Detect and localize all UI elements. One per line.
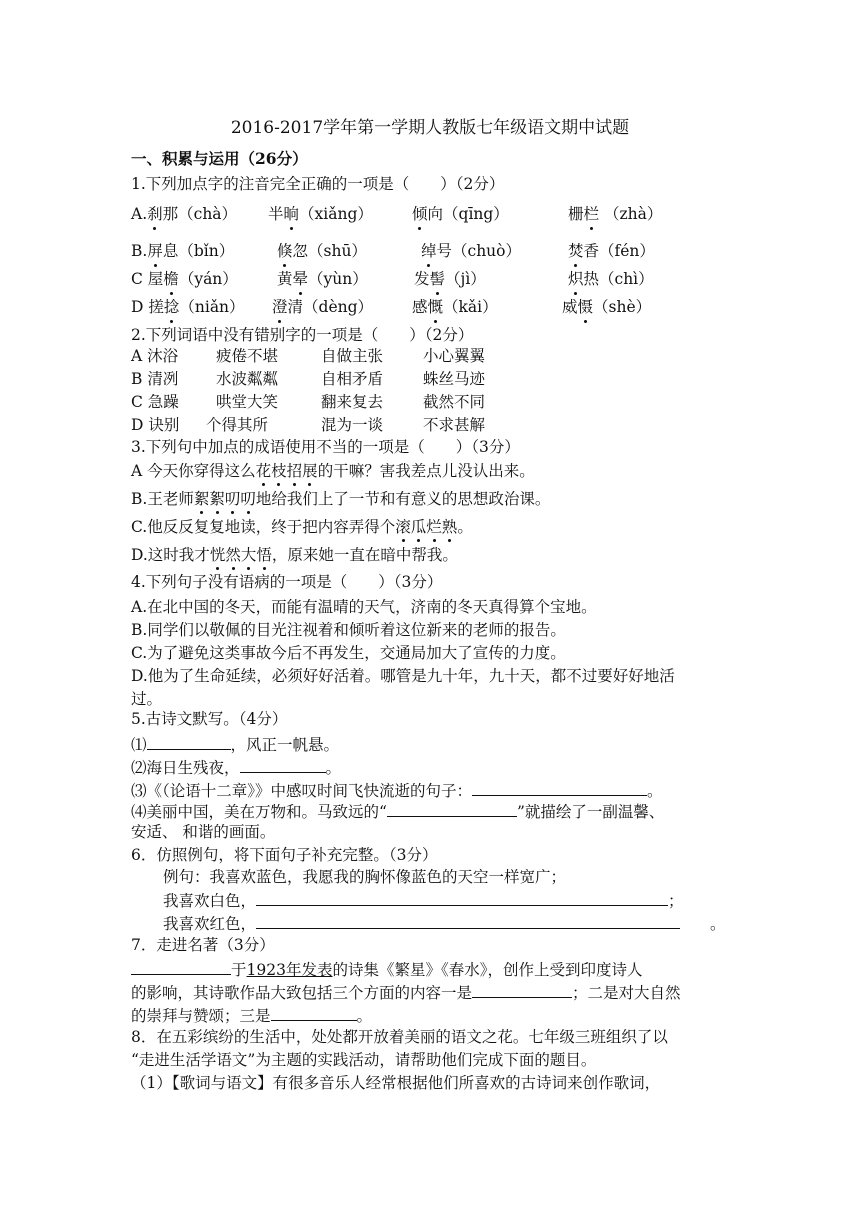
answer-blank[interactable] [131, 958, 231, 975]
q2-option-row [131, 414, 751, 436]
q1-a-4: 栅栏 （zhà） [568, 205, 663, 223]
q1-d-4: 威慑（shè） [562, 298, 652, 316]
page-title: 2016-2017学年第一学期人教版七年级语文期中试题 [230, 118, 630, 138]
question-4-stem: 4.下列句子没有语病的一项是（ ）（3分） [131, 573, 443, 591]
q1-d-3: 感慨（kǎi） [412, 298, 498, 316]
dotted-idiom: 滚瓜烂熟 [395, 518, 458, 536]
q5-item-4-cont: 安适、 和谐的画面。 [131, 823, 276, 841]
q1-b-3: 绰号（chuò） [421, 242, 521, 260]
question-6-stem: 6．仿照例句，将下面句子补充完整。（3分） [131, 846, 438, 864]
q2-cell: 不求甚解 [423, 416, 486, 434]
q1-a-2: 半晌（xiǎng） [268, 205, 373, 223]
answer-blank[interactable] [472, 779, 647, 796]
q5-item-4: ⑷美丽中国，美在万物和。马致远的“ ”就描绘了一副温馨、 [131, 800, 664, 822]
q4-option-d: D.他为了生命延续，必须好好活着。哪管是九十年，九十天，都不过要好好地活 [131, 667, 675, 685]
q3-option-d: D.这时我才恍然大悟，原来她一直在暗中帮我。 [131, 546, 458, 564]
q7-line-2: 的影响，其诗歌作品大致包括三个方面的内容一是 ；二是对大自然 [131, 981, 681, 1003]
q2-cell: 蛛丝马迹 [423, 370, 486, 388]
question-2-stem: 2.下列词语中没有错别字的一项是（ ）（2分） [131, 326, 474, 344]
q6-example: 例句：我喜欢蓝色，我愿我的胸怀像蓝色的天空一样宽广； [163, 868, 567, 886]
q2-cell: 个得其所 [206, 416, 269, 434]
q2-cell: 翻来复去 [321, 393, 384, 411]
section-heading: 一、积累与运用（26分） [131, 149, 308, 168]
q8-line-3: （1）【歌词与语文】有很多音乐人经常根据他们所喜欢的古诗词来创作歌词， [131, 1074, 661, 1092]
q1-a-1: A.刹那（chà） [131, 205, 238, 223]
q5-item-1: ⑴ ，风正一帆悬。 [131, 733, 339, 755]
dotted-idiom: 恍然大悟 [209, 546, 272, 564]
q4-option-c: C.为了避免这类事故今后不再发生，交通局加大了宣传的力度。 [131, 644, 566, 662]
answer-blank[interactable] [472, 981, 572, 998]
answer-blank[interactable] [271, 1004, 357, 1021]
q2-cell: 混为一谈 [321, 416, 384, 434]
q8-line-1: 8．在五彩缤纷的生活中，处处都开放着美丽的语文之花。七年级三班组织了以 [131, 1028, 668, 1046]
dotted-idiom: 絮絮叨叨 [193, 490, 256, 508]
q1-d-1: D 搓捻（niǎn） [131, 298, 245, 316]
q7-line-3: 的崇拜与赞颂；三是 。 [131, 1004, 372, 1026]
q6-red-line: 我喜欢红色， 。 [163, 912, 726, 934]
q3-option-c: C.他反反复复地读，终于把内容弄得个滚瓜烂熟。 [131, 518, 473, 536]
q1-b-2: 倏忽（shū） [277, 242, 367, 260]
question-3-stem: 3.下列句中加点的成语使用不当的一项是（ ）（3分） [131, 438, 520, 456]
q2-cell: 小心翼翼 [423, 347, 486, 365]
answer-blank[interactable] [240, 756, 326, 773]
q2-cell: 自相矛盾 [321, 370, 384, 388]
q1-option-row [131, 240, 751, 262]
q1-d-2: 澄清（dèng） [272, 298, 374, 316]
q6-white-line: 我喜欢白色， ； [163, 889, 684, 911]
q1-c-2: 黄晕（yùn） [277, 270, 368, 288]
q2-cell: 自做主张 [321, 347, 384, 365]
q3-option-b: B.王老师絮絮叨叨地给我们上了一节和有意义的思想政治课。 [131, 490, 551, 508]
answer-blank[interactable] [147, 733, 231, 750]
q1-b-1: B.屏息（bǐn） [131, 242, 235, 260]
q1-a-3: 倾向（qīng） [412, 205, 509, 223]
q2-cell: 哄堂大笑 [216, 393, 279, 411]
question-7-stem: 7．走进名著（3分） [131, 936, 275, 954]
q3-option-a: A 今天你穿得这么花枝招展的干嘛？害我差点儿没认出来。 [131, 462, 535, 480]
answer-blank[interactable] [256, 912, 680, 929]
q1-b-4: 焚香（fén） [568, 242, 655, 260]
q1-option-row [131, 268, 751, 290]
question-1-stem: 1.下列加点字的注音完全正确的一项是（ ）（2分） [131, 175, 505, 193]
q2-cell: B 清冽 [131, 370, 179, 388]
q5-item-3: ⑶《（论语十二章》》中感叹时间飞快流逝的句子： 。 [131, 779, 663, 801]
q2-cell: C 急躁 [131, 393, 179, 411]
q1-option-row [131, 203, 751, 225]
answer-blank[interactable] [256, 889, 668, 906]
q2-cell: D 诀别 [131, 416, 180, 434]
dotted-idiom: 花枝招展 [255, 462, 318, 480]
q4-option-b: B.同学们以敬佩的目光注视着和倾听着这位新来的老师的报告。 [131, 621, 566, 639]
q5-item-2: ⑵海日生残夜， 。 [131, 756, 341, 778]
q2-option-row [131, 391, 751, 413]
q4-option-d-cont: 过。 [131, 690, 163, 708]
q7-line-1: 于1923年发表的诗集《繁星》《春水》，创作上受到印度诗人 [131, 958, 642, 980]
question-5-stem: 5.古诗文默写。（4分） [131, 710, 288, 728]
q8-line-2: “走进生活学语文”为主题的实践活动，请帮助他们完成下面的题目。 [131, 1051, 597, 1069]
q2-cell: 水波粼粼 [216, 370, 279, 388]
q2-cell: A 沐浴 [131, 347, 179, 365]
answer-blank[interactable] [387, 800, 517, 817]
q1-c-3: 发髻（jì） [414, 270, 486, 288]
q2-cell: 疲倦不堪 [216, 347, 279, 365]
q2-option-row [131, 368, 751, 390]
q1-c-1: C 屋檐（yán） [131, 270, 238, 288]
q2-cell: 截然不同 [423, 393, 486, 411]
q1-option-row [131, 296, 751, 318]
q4-option-a: A.在北中国的冬天，而能有温晴的天气，济南的冬天真得算个宝地。 [131, 598, 597, 616]
q1-c-4: 炽热（chì） [568, 270, 654, 288]
q2-option-row [131, 345, 751, 367]
